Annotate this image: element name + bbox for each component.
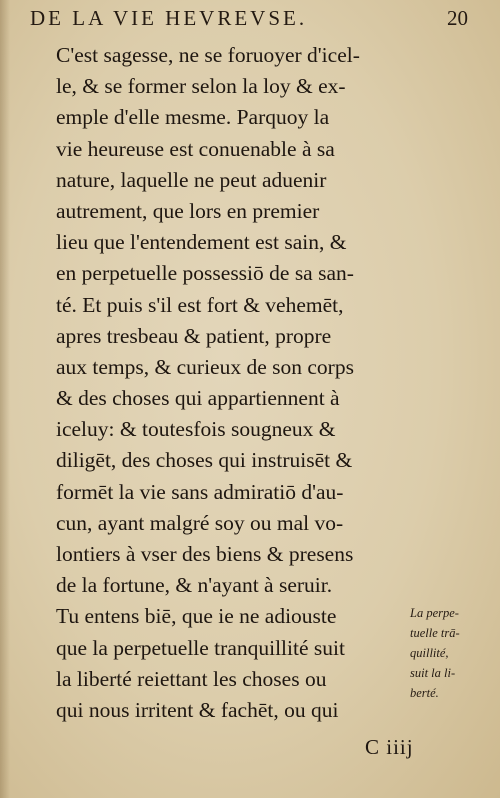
running-head [30, 6, 470, 32]
text-line: vie heureuse est conuenable à sa [56, 136, 335, 161]
text-line: Tu entens biē, que ie ne adiouste [56, 604, 337, 629]
marginal-note-line: suit la li- [410, 666, 456, 680]
text-line: C'est sagesse, ne se foruoyer d'icel- [56, 43, 360, 67]
text-line: apres tresbeau & patient, propre [56, 323, 332, 348]
body-text [56, 40, 426, 726]
text-line: lontiers à vser des biens & presens [56, 542, 354, 566]
running-head-title: DE LA VIE HEVREVSE. [30, 6, 308, 30]
text-line: cun, ayant malgré soy ou mal vo- [56, 510, 344, 535]
text-line: qui nous irritent & fachēt, ou qui [56, 697, 339, 722]
text-line: autrement, que lors en premier [56, 198, 320, 223]
marginal-note [410, 603, 494, 703]
signature-mark: C iiij [365, 735, 414, 759]
page-number: 20 [447, 6, 468, 30]
marginal-note-line: quillité, [410, 646, 449, 660]
text-line: lieu que l'entendement est sain, & [56, 230, 347, 255]
text-line: nature, laquelle ne peut aduenir [56, 167, 327, 192]
text-line: té. Et puis s'il est fort & vehemēt, [56, 292, 344, 317]
text-line: que la perpetuelle tranquillité suit [56, 635, 345, 660]
text-line: le, & se former selon la loy & ex- [56, 74, 346, 99]
text-line: emple d'elle mesme. Parquoy la [56, 105, 330, 130]
gutter-shadow [0, 0, 10, 798]
marginal-note-line: berté. [410, 686, 439, 700]
text-line: formēt la vie sans admiratiō d'au- [56, 479, 344, 504]
marginal-note-line: tuelle trā- [410, 626, 460, 640]
text-line: la liberté reiettant les choses ou [56, 666, 327, 691]
text-line: en perpetuelle possessiō de sa san- [56, 261, 354, 286]
text-line: de la fortune, & n'ayant à seruir. [56, 573, 333, 598]
text-line: diligēt, des choses qui instruisēt & [56, 448, 353, 473]
marginal-note-line: La perpe- [410, 606, 459, 620]
text-line: aux temps, & curieux de son corps [56, 354, 354, 379]
text-line: iceluy: & toutesfois sougneux & [56, 417, 336, 442]
text-line: & des choses qui appartiennent à [56, 386, 340, 411]
